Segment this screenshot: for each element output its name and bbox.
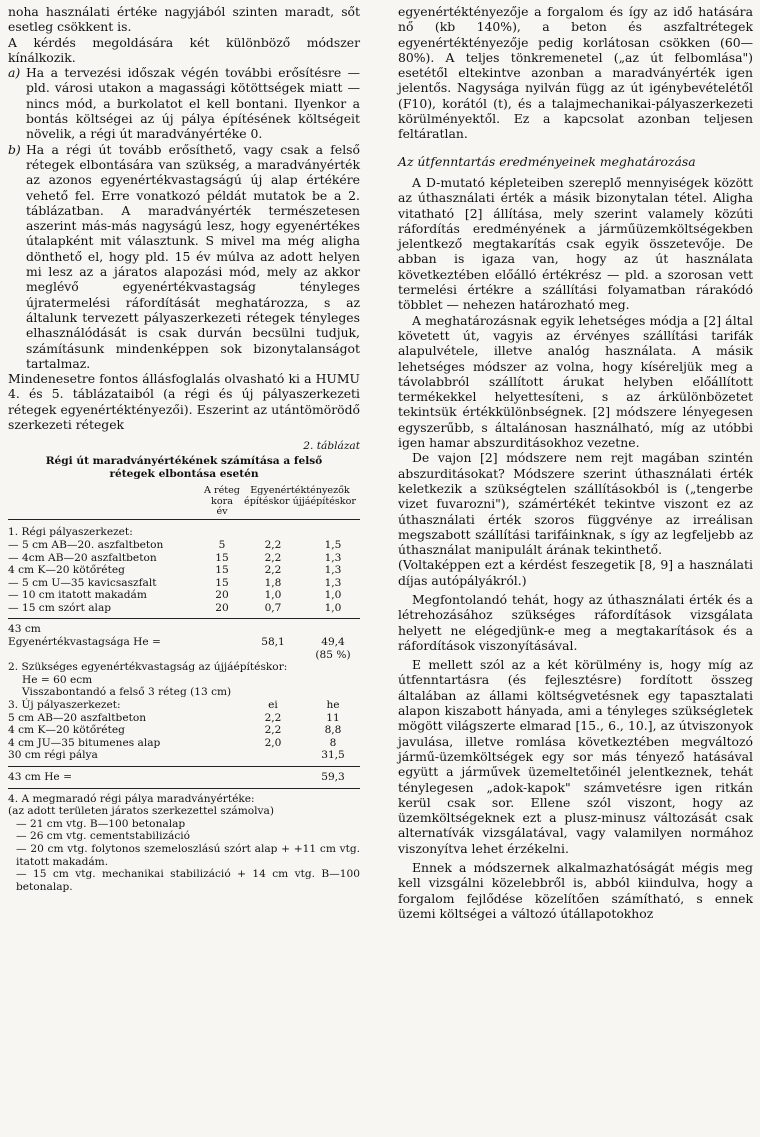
table-row xyxy=(8,649,360,662)
list-item: — 20 cm vtg. folytonos szemeloszlású szórt alap + +11 cm vtg. itatott makadám. xyxy=(16,842,360,868)
section-4-lines xyxy=(8,818,360,894)
s2-line: He = 60 ecm xyxy=(22,673,93,686)
list-item-a xyxy=(8,65,360,141)
paragraph: noha használati értéke nagyjából szinten maradt, sőt esetleg csökkent is. xyxy=(8,4,360,35)
paragraph: Megfontolandó tehát, hogy az úthasználati érték és a létrehozásához szükséges ráfordítások vizsgálata helyett ne elégedjünk-e meg a megtakarítások és a ráfordítások viszonyításával. xyxy=(398,591,753,653)
left-column xyxy=(8,4,360,893)
table-row xyxy=(8,699,360,712)
layer-e xyxy=(240,749,306,762)
list-label: b) xyxy=(8,141,21,157)
paragraph: Ennek a módszernek alkalmazhatóságát mégis meg kell vizsgálni közelebbről is, abból kiindulva, hogy a forgalom fejlődése közelítően számítható, s ennek üzemi költségei a változó útállapotokhoz xyxy=(398,860,753,921)
table-2 xyxy=(8,440,360,893)
section-title: 4. A megmaradó régi pálya maradványértéke: xyxy=(8,792,255,805)
table-row xyxy=(8,771,360,784)
layer-age: 15 xyxy=(215,576,229,589)
layer-e: 2,0 xyxy=(264,736,282,749)
paragraph: (Voltaképpen ezt a kérdést feszegetik [8, 9] a használati díjas autópályákról.) xyxy=(398,557,753,588)
list-text: Ha a régi út tovább erősíthető, vagy csak a felső rétegek elbontására van szükség, a maradványérték az azonos egyenértékvastagságú új alap értékére vehető fel. Erre vonatkozó példát mutatok be a 2. táblázatban. A maradványérték természetesen aszerint más-más nagyságú lesz, hogy egyenértékes útalapként mit választunk. S mivel ma még aligha dönthető el, hogy pld. 15 év múlva az adott helyen mi lesz az a járatos alapozási mód, mely az akkor meglévő egyenértékvastagság tényleges újratermelési ráfordítását meghatározza, s az általunk tervezett pályaszerkezeti rétegek tényleges elhasználódását is csak durván becsülni tudjuk, számításunk mindenképpen sok bizonytalanságot tartalmaz. xyxy=(26,141,360,371)
sum-cm: 43 cm xyxy=(8,623,41,636)
layer-name: 30 cm régi pálya xyxy=(8,749,98,762)
s2-line: Visszabontandó a felső 3 réteg (13 cm) xyxy=(22,686,232,699)
eq-factor-rebuild: 1,0 xyxy=(324,601,342,614)
divider xyxy=(8,618,360,619)
layer-h: 8 xyxy=(329,736,337,749)
eq-factor-build: 2,2 xyxy=(264,564,282,577)
col-layer-age: A réteg kora év xyxy=(204,485,240,517)
total-value: 59,3 xyxy=(321,771,345,783)
table-row xyxy=(8,552,360,565)
table-title-line2: rétegek elbontása esetén xyxy=(109,467,259,480)
table-row xyxy=(8,539,360,552)
table-row xyxy=(8,712,360,725)
layer-h: 11 xyxy=(326,711,340,724)
eq-factor-rebuild: 1,3 xyxy=(324,551,342,564)
eq-factor-rebuild: 1,3 xyxy=(324,564,342,577)
layer-h: 8,8 xyxy=(324,724,342,737)
list-item: — 21 cm vtg. B—100 betonalap xyxy=(16,817,186,830)
sum-v2: 49,4 xyxy=(321,636,345,649)
paragraph: A kérdés megoldására két különböző módszer kínálkozik. xyxy=(8,34,360,65)
table-row xyxy=(8,564,360,577)
col-eq-factor: Egyenértéktényezők építéskor újjáépítéskor xyxy=(244,485,356,507)
eq-factor-build: 2,2 xyxy=(264,538,282,551)
eq-factor-rebuild: 1,0 xyxy=(324,589,342,602)
table-row xyxy=(8,636,360,649)
divider xyxy=(8,788,360,789)
paragraph: A D-mutató képleteiben szereplő mennyiségek között az úthasználati érték a másik bizonytalan tétel. Aligha vitatható [2] állítása, mely szerint valamely közúti ráfordítás eredményének a járműüzemköltségekben jelentkező megtakarítás csak egyik összetevője. De abban is igaza van, hogy az út használata következtében előálló értékrész — pld. a szorosan vett termelési értékre a szállítási folyamatban rárakódó többlet — nehezen határozható meg. xyxy=(398,174,753,313)
layer-name: — 4cm AB—20 aszfaltbeton xyxy=(8,551,157,564)
list-item: — 15 cm vtg. mechanikai stabilizáció + 14 cm vtg. B—100 betonalap. xyxy=(16,868,360,893)
table-row xyxy=(8,737,360,750)
right-column xyxy=(398,4,753,921)
layer-name: 4 cm K—20 kötőréteg xyxy=(8,564,125,577)
col-h: he xyxy=(326,699,340,712)
section-3-rows xyxy=(8,712,360,762)
paragraph: E mellett szól az a két körülmény is, hogy míg az útfenntartásra (és fejlesztésre) fordított összeg általában az állami költségvetésnek egy tapasztalati alapon kiszabott hányada, ami a tényleges szükségletek mögött világszerte elmarad [15., 6., 10.], az útviszonyok javulása, illetve romlása következtében megváltozó jármű-üzemköltségek egy sor más tényező hatásával együtt a járművek üzemeltetőinél jelentkeznek, tehát ténylegesen „adok-kapok" számvetésre igen ritkán kerül csak sor. Ellene szól viszont, hogy az üzemköltségeknek ezt a plusz-minusz változását csak alternatívák vizsgálatával, vagy valamilyen normához viszonyítva lehet érzékelni. xyxy=(398,657,753,856)
paragraph: egyenértéktényezője a forgalom és így az idő hatására nő (kb 140%), a beton és aszfaltrétegek egyenértéktényezője pedig korlátosan csökken (60—80%). A teljes tönkremenetel („az út felbomlása") esetétől eltekintve azonban a maradványérték igen jelentős. Nagysága nyilván függ az út igénybevételétől (F10), korától (t), és a talajmechanikai-pályaszerkezeti körülményektől. Ez a kapcsolat azonban teljesen feltáratlan. xyxy=(398,4,753,142)
eq-factor-build: 1,0 xyxy=(264,589,282,602)
col-e: ei xyxy=(268,699,278,712)
section-1-rows xyxy=(8,539,360,615)
paragraph: De vajon [2] módszere nem rejt magában szintén abszurditásokat? Módszere szerint úthasználati érték keletkezik a szükségtelen szállításokból is („tengerbe vizet fuvarozni"), számértékét tekintve viszont ez az úthasználati érték szoros függvénye az irreálisan megszabott szállítási tarifáinknak, s így az legfeljebb az úthasználat manipulált árának tekinthető. xyxy=(398,450,753,558)
layer-e: 2,2 xyxy=(264,724,282,737)
section-title: 3. Új pályaszerkezet: xyxy=(8,699,121,712)
layer-name: — 5 cm U—35 kavicsaszfalt xyxy=(8,576,157,589)
table-label: 2. táblázat xyxy=(303,440,360,453)
total-label: 43 cm He = xyxy=(8,771,72,783)
paragraph: Mindenesetre fontos állásfoglalás olvasható ki a HUMU 4. és 5. táblázataiból (a régi és új pályaszerkezeti rétegek egyenértéktényezői). Eszerint az utántömörödő szerkezeti rétegek xyxy=(8,371,360,433)
layer-age: 15 xyxy=(215,564,229,577)
table-row xyxy=(8,577,360,590)
layer-name: 5 cm AB—20 aszfaltbeton xyxy=(8,711,147,724)
layer-e: 2,2 xyxy=(264,711,282,724)
eq-factor-rebuild: 1,3 xyxy=(324,576,342,589)
list-item-b xyxy=(8,142,360,371)
layer-h: 31,5 xyxy=(321,749,345,762)
table-header xyxy=(8,486,360,520)
list-text: Ha a tervezési időszak végén további erősítésre — pld. városi utakon a magassági kötöttségek miatt — nincs mód, a burkolatot el kell bontani. Ilyenkor a bontás költségei az új pálya építésének költségeit növelik, a régi út maradványértéke 0. xyxy=(26,65,360,142)
layer-name: — 15 cm szórt alap xyxy=(8,601,112,614)
list-label: a) xyxy=(8,65,21,81)
layer-age: 20 xyxy=(215,601,229,614)
layer-name: — 10 cm itatott makadám xyxy=(8,589,147,602)
layer-name: — 5 cm AB—20. aszfaltbeton xyxy=(8,538,164,551)
table-row xyxy=(8,589,360,602)
table-row xyxy=(8,602,360,615)
layer-age: 5 xyxy=(218,538,226,551)
layer-age: 15 xyxy=(215,551,229,564)
section-title: 2. Szükséges egyenértékvastagság az újjáépítéskor: xyxy=(8,661,288,674)
eq-factor-build: 0,7 xyxy=(264,601,282,614)
table-row xyxy=(8,724,360,737)
eq-factor-rebuild: 1,5 xyxy=(324,538,342,551)
table-row xyxy=(8,749,360,762)
sum-label: Egyenértékvastagsága He = xyxy=(8,636,161,649)
section-subtitle: (az adott területen járatos szerkezettel számolva) xyxy=(8,805,274,818)
table-title-line1: Régi út maradványértékének számítása a felső xyxy=(45,454,323,467)
layer-name: 4 cm JU—35 bitumenes alap xyxy=(8,736,161,749)
section-heading: Az útfenntartás eredményeinek meghatározása xyxy=(398,153,696,169)
section-title: 1. Régi pályaszerkezet: xyxy=(8,526,133,539)
layer-age: 20 xyxy=(215,589,229,602)
eq-factor-build: 2,2 xyxy=(264,551,282,564)
divider xyxy=(8,766,360,767)
eq-factor-build: 1,8 xyxy=(264,576,282,589)
sum-pct: (85 %) xyxy=(315,648,351,661)
list-item: — 26 cm vtg. cementstabilizáció xyxy=(16,830,191,843)
paragraph: A meghatározásnak egyik lehetséges módja a [2] által követett út, vagyis az érvényes szállítási tarifák alapulvétele, illetve analóg használata. A másik lehetséges módszer az volna, hogy kíséreljük meg a távolabbról szállított árukat helyben előállított termékekkel helyettesíteni, s az árkülönbözetet tekintsük értékkülönbségnek. [2] módszere lényegesen egyszerűbb, s általánosan használható, míg az utóbbi igen hamar abszurditásokhoz vezetne. xyxy=(398,312,753,451)
sum-v1: 58,1 xyxy=(261,636,285,649)
layer-name: 4 cm K—20 kötőréteg xyxy=(8,724,125,737)
